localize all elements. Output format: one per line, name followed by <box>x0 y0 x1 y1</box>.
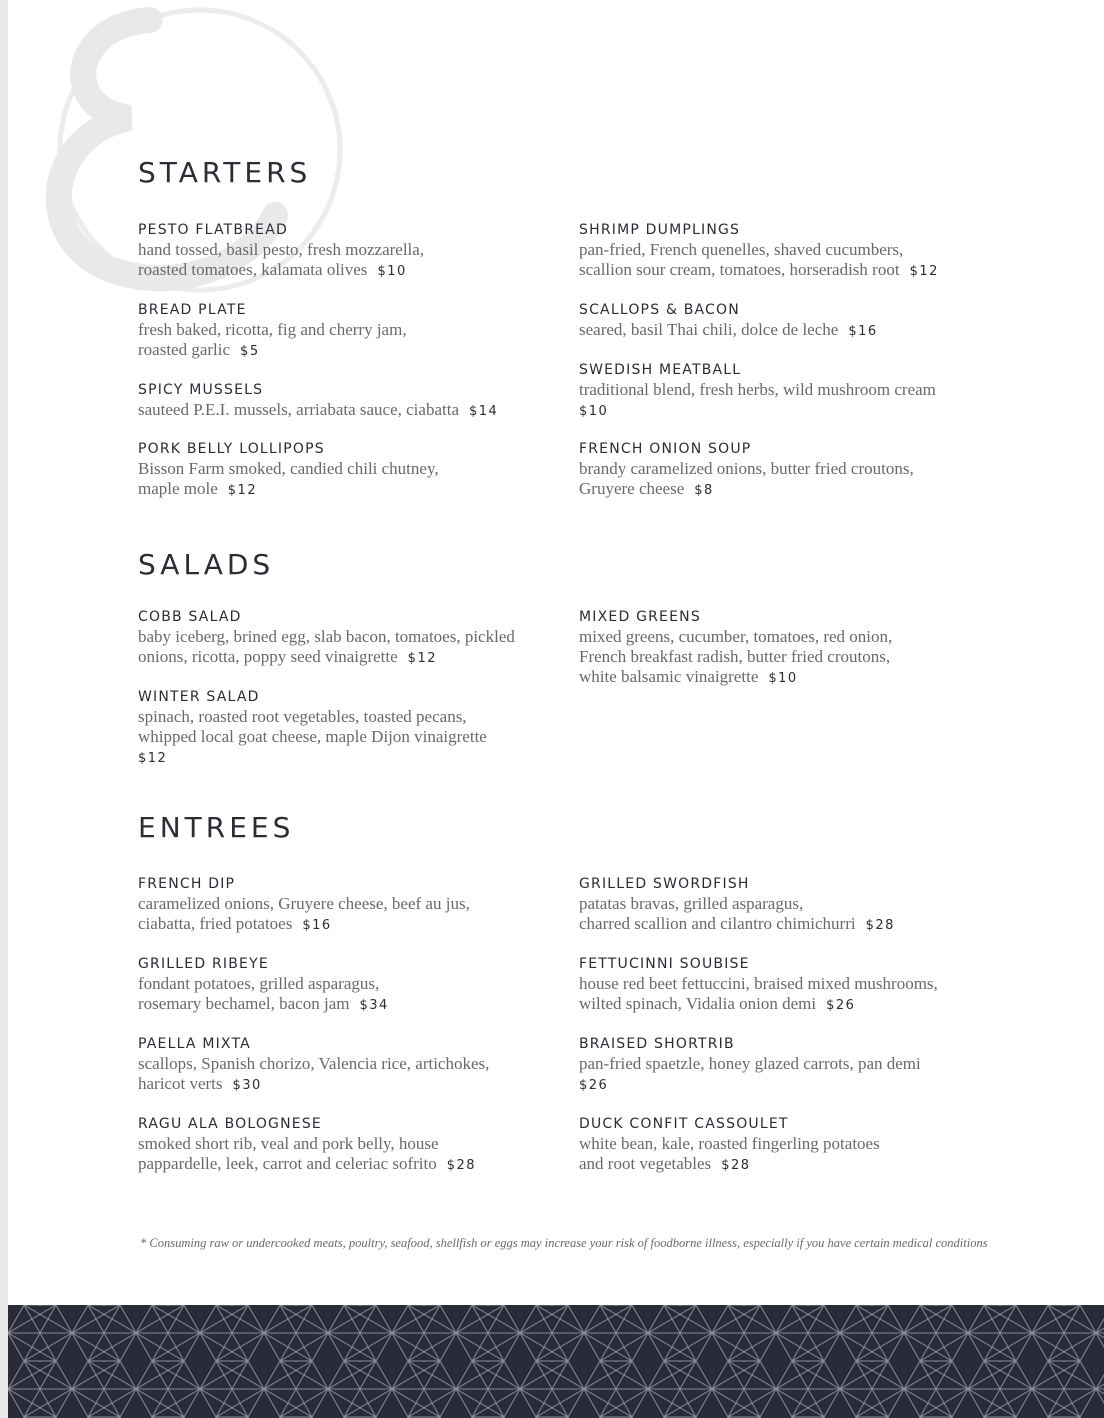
item-name: FETTUCINNI SOUBISE <box>579 956 750 972</box>
item-name: MIXED GREENS <box>579 609 701 625</box>
menu-item-winter-salad <box>138 687 568 769</box>
item-description: white bean, kale, roasted fingerling potatoes and root vegetables $28 <box>579 1134 880 1173</box>
menu-item-shrimp-dumplings <box>579 220 1019 282</box>
item-description: fondant potatoes, grilled asparagus, rosemary bechamel, bacon jam $34 <box>138 974 389 1013</box>
item-name: BREAD PLATE <box>138 302 247 318</box>
item-price: $28 <box>721 1158 751 1173</box>
menu-item-swedish-meatball <box>579 360 1019 422</box>
menu-item-french-dip <box>138 874 568 936</box>
item-description: fresh baked, ricotta, fig and cherry jam, roasted garlic $5 <box>138 320 407 359</box>
item-price: $14 <box>468 404 499 419</box>
item-description: mixed greens, cucumber, tomatoes, red onion, French breakfast radish, butter fried croutons, white balsamic vinaigrette $10 <box>579 627 893 686</box>
item-description: spinach, roasted root vegetables, toasted pecans, whipped local goat cheese, maple Dijon vinaigrette $12 <box>138 707 487 766</box>
item-name: FRENCH DIP <box>138 876 236 892</box>
item-description: patatas bravas, grilled asparagus, charred scallion and cilantro chimichurri $28 <box>579 894 895 933</box>
item-name: PORK BELLY LOLLIPOPS <box>138 441 325 457</box>
menu-item-grilled-ribeye <box>138 954 568 1016</box>
item-price: $12 <box>227 483 258 498</box>
item-name: FRENCH ONION SOUP <box>579 441 752 457</box>
item-description: pan-fried, French quenelles, shaved cucumbers, scallion sour cream, tomatoes, horseradish root $12 <box>579 240 939 279</box>
menu-item-braised-shortrib <box>579 1034 1019 1096</box>
item-name: GRILLED SWORDFISH <box>579 876 750 892</box>
item-name: PESTO FLATBREAD <box>138 222 288 238</box>
item-price: $16 <box>848 324 878 339</box>
item-name: SWEDISH MEATBALL <box>579 362 742 378</box>
menu-item-pork-belly-lollipops <box>138 439 568 501</box>
item-price: $12 <box>138 751 168 766</box>
menu-item-bread-plate <box>138 300 568 362</box>
menu-item-duck-confit-cassoulet <box>579 1114 1019 1176</box>
item-price: $16 <box>302 918 332 933</box>
menu-item-french-onion-soup <box>579 439 1019 501</box>
item-description: smoked short rib, veal and pork belly, house pappardelle, leek, carrot and celeriac sofrito $28 <box>138 1134 477 1173</box>
menu-item-scallops-bacon <box>579 300 1019 342</box>
item-price: $12 <box>407 651 437 666</box>
item-price: $28 <box>446 1158 477 1173</box>
item-price: $10 <box>579 404 609 419</box>
section-title-entrees: ENTREES <box>138 811 295 844</box>
item-description: seared, basil Thai chili, dolce de leche $16 <box>579 320 878 339</box>
item-price: $26 <box>826 998 856 1013</box>
menu-item-mixed-greens <box>579 607 1019 689</box>
section-title-starters: STARTERS <box>138 156 312 189</box>
item-price: $28 <box>865 918 895 933</box>
item-description: sauteed P.E.I. mussels, arriabata sauce, ciabatta $14 <box>138 400 499 419</box>
item-name: DUCK CONFIT CASSOULET <box>579 1116 789 1132</box>
item-name: BRAISED SHORTRIB <box>579 1036 735 1052</box>
item-price: $30 <box>232 1078 262 1093</box>
item-name: RAGU ALA BOLOGNESE <box>138 1116 322 1132</box>
item-name: SPICY MUSSELS <box>138 382 264 398</box>
item-name: COBB SALAD <box>138 609 242 625</box>
menu-item-pesto-flatbread <box>138 220 568 282</box>
menu-item-grilled-swordfish <box>579 874 1019 936</box>
item-description: caramelized onions, Gruyere cheese, beef au jus, ciabatta, fried potatoes $16 <box>138 894 470 933</box>
item-description: pan-fried spaetzle, honey glazed carrots, pan demi $26 <box>579 1054 921 1093</box>
item-price: $34 <box>359 998 389 1013</box>
menu-item-paella-mixta <box>138 1034 568 1096</box>
item-price: $5 <box>240 344 260 359</box>
food-safety-disclaimer: * Consuming raw or undercooked meats, poultry, seafood, shellfish or eggs may increase your risk of foodborne illness, especially if you have certain medical conditions <box>140 1236 988 1250</box>
item-description: house red beet fettuccini, braised mixed mushrooms, wilted spinach, Vidalia onion demi $26 <box>579 974 938 1013</box>
item-price: $10 <box>768 671 798 686</box>
menu-item-ragu-ala-bolognese <box>138 1114 568 1176</box>
menu-item-cobb-salad <box>138 607 568 669</box>
item-name: PAELLA MIXTA <box>138 1036 251 1052</box>
item-name: WINTER SALAD <box>138 689 260 705</box>
item-name: SCALLOPS & BACON <box>579 302 740 318</box>
item-description: baby iceberg, brined egg, slab bacon, tomatoes, pickled onions, ricotta, poppy seed vinaigrette $12 <box>138 627 515 666</box>
item-price: $10 <box>377 264 407 279</box>
menu-item-fettucinni-soubise <box>579 954 1019 1016</box>
item-price: $8 <box>694 483 714 498</box>
item-price: $12 <box>909 264 939 279</box>
section-title-salads: SALADS <box>138 548 275 581</box>
item-description: brandy caramelized onions, butter fried croutons, Gruyere cheese $8 <box>579 459 914 498</box>
geometric-footer-band <box>8 1305 1104 1418</box>
menu-item-spicy-mussels <box>138 380 568 422</box>
item-description: traditional blend, fresh herbs, wild mushroom cream $10 <box>579 380 936 419</box>
item-description: Bisson Farm smoked, candied chili chutney, maple mole $12 <box>138 459 439 498</box>
item-name: SHRIMP DUMPLINGS <box>579 222 741 238</box>
item-description: scallops, Spanish chorizo, Valencia rice, artichokes, haricot verts $30 <box>138 1054 490 1093</box>
item-price: $26 <box>579 1078 609 1093</box>
item-name: GRILLED RIBEYE <box>138 956 269 972</box>
item-description: hand tossed, basil pesto, fresh mozzarella, roasted tomatoes, kalamata olives $10 <box>138 240 425 279</box>
